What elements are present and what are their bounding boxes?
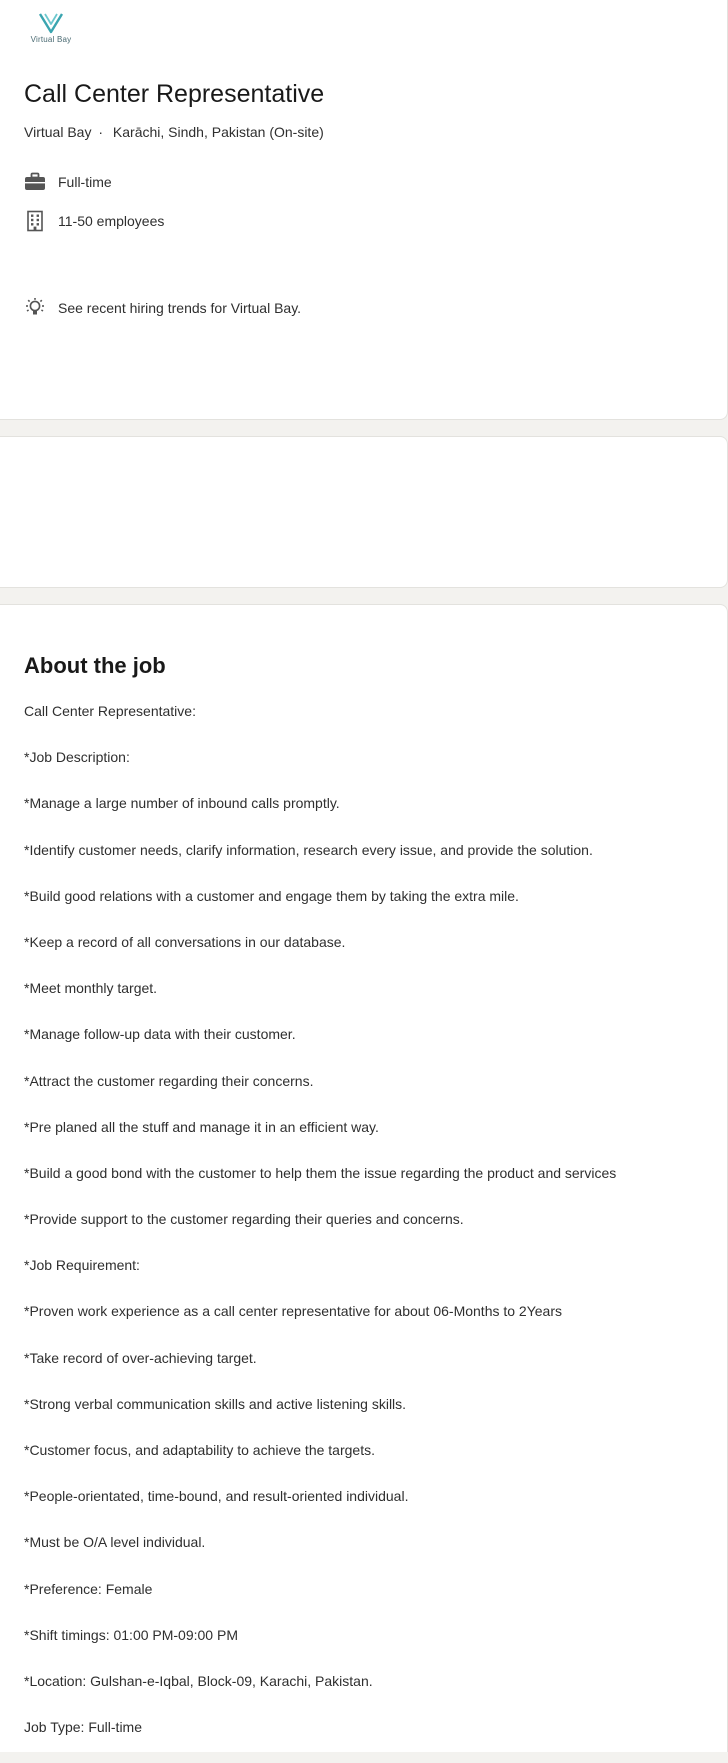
employment-type: Full-time (58, 174, 112, 190)
description-line: *Attract the customer regarding their concerns. (24, 1072, 314, 1089)
hiring-trends-row[interactable] (24, 297, 301, 319)
description-line: *Location: Gulshan-e-Iqbal, Block-09, Karachi, Pakistan. (24, 1672, 373, 1689)
hiring-trends-text[interactable]: See recent hiring trends for Virtual Bay. (58, 300, 302, 316)
description-line: *Manage a large number of inbound calls promptly. (24, 795, 340, 812)
company-name-link[interactable]: Virtual Bay (24, 124, 92, 140)
description-line: *Job Requirement: (24, 1257, 140, 1274)
about-job-card (0, 604, 728, 1752)
building-icon (24, 210, 46, 232)
about-job-heading: About the job (24, 653, 166, 678)
description-line: *Strong verbal communication skills and active listening skills. (24, 1395, 407, 1412)
job-title: Call Center Representative (24, 80, 325, 108)
lightbulb-icon (24, 297, 46, 319)
virtual-bay-logo-icon (38, 12, 64, 34)
description-line: *Provide support to the customer regarding their queries and concerns. (24, 1211, 464, 1228)
description-line: *Meet monthly target. (24, 980, 158, 997)
description-line: *Keep a record of all conversations in our database. (24, 933, 346, 950)
employment-type-row (24, 171, 112, 193)
description-line: *Pre planed all the stuff and manage it in an efficient way. (24, 1118, 379, 1135)
company-size: 11-50 employees (58, 213, 165, 229)
job-header-card (0, 0, 728, 420)
description-line: Call Center Representative: (24, 703, 196, 719)
company-size-row (24, 210, 164, 232)
briefcase-icon (24, 171, 46, 193)
description-line: *Customer focus, and adaptability to achieve the targets. (24, 1442, 375, 1458)
description-line: *Job Description: (24, 749, 130, 766)
description-line: *Manage follow-up data with their customer. (24, 1026, 296, 1043)
description-line: *People-orientated, time-bound, and result-oriented individual. (24, 1488, 409, 1505)
placeholder-card (0, 436, 728, 588)
description-line: *Build good relations with a customer and engage them by taking the extra mile. (24, 887, 519, 904)
job-location: Karāchi, Sindh, Pakistan (On-site) (112, 124, 324, 140)
logo-text: Virtual Bay (30, 35, 72, 44)
job-description (24, 701, 704, 1763)
description-line: *Shift timings: 01:00 PM-09:00 PM (24, 1626, 238, 1643)
job-subline (24, 124, 324, 140)
description-line: *Proven work experience as a call center representative for about 06-Months to 2Years (24, 1303, 563, 1320)
description-line: *Take record of over-achieving target. (24, 1349, 257, 1366)
description-line: *Build a good bond with the customer to help them the issue regarding the product and services (24, 1164, 617, 1181)
description-line: *Must be O/A level individual. (24, 1534, 206, 1551)
subline-separator: · (98, 124, 104, 140)
description-line: *Identify customer needs, clarify information, research every issue, and provide the solution. (24, 841, 593, 858)
description-line: Job Type: Full-time (24, 1719, 143, 1736)
description-line: *Preference: Female (24, 1580, 153, 1597)
company-logo[interactable] (24, 12, 78, 46)
